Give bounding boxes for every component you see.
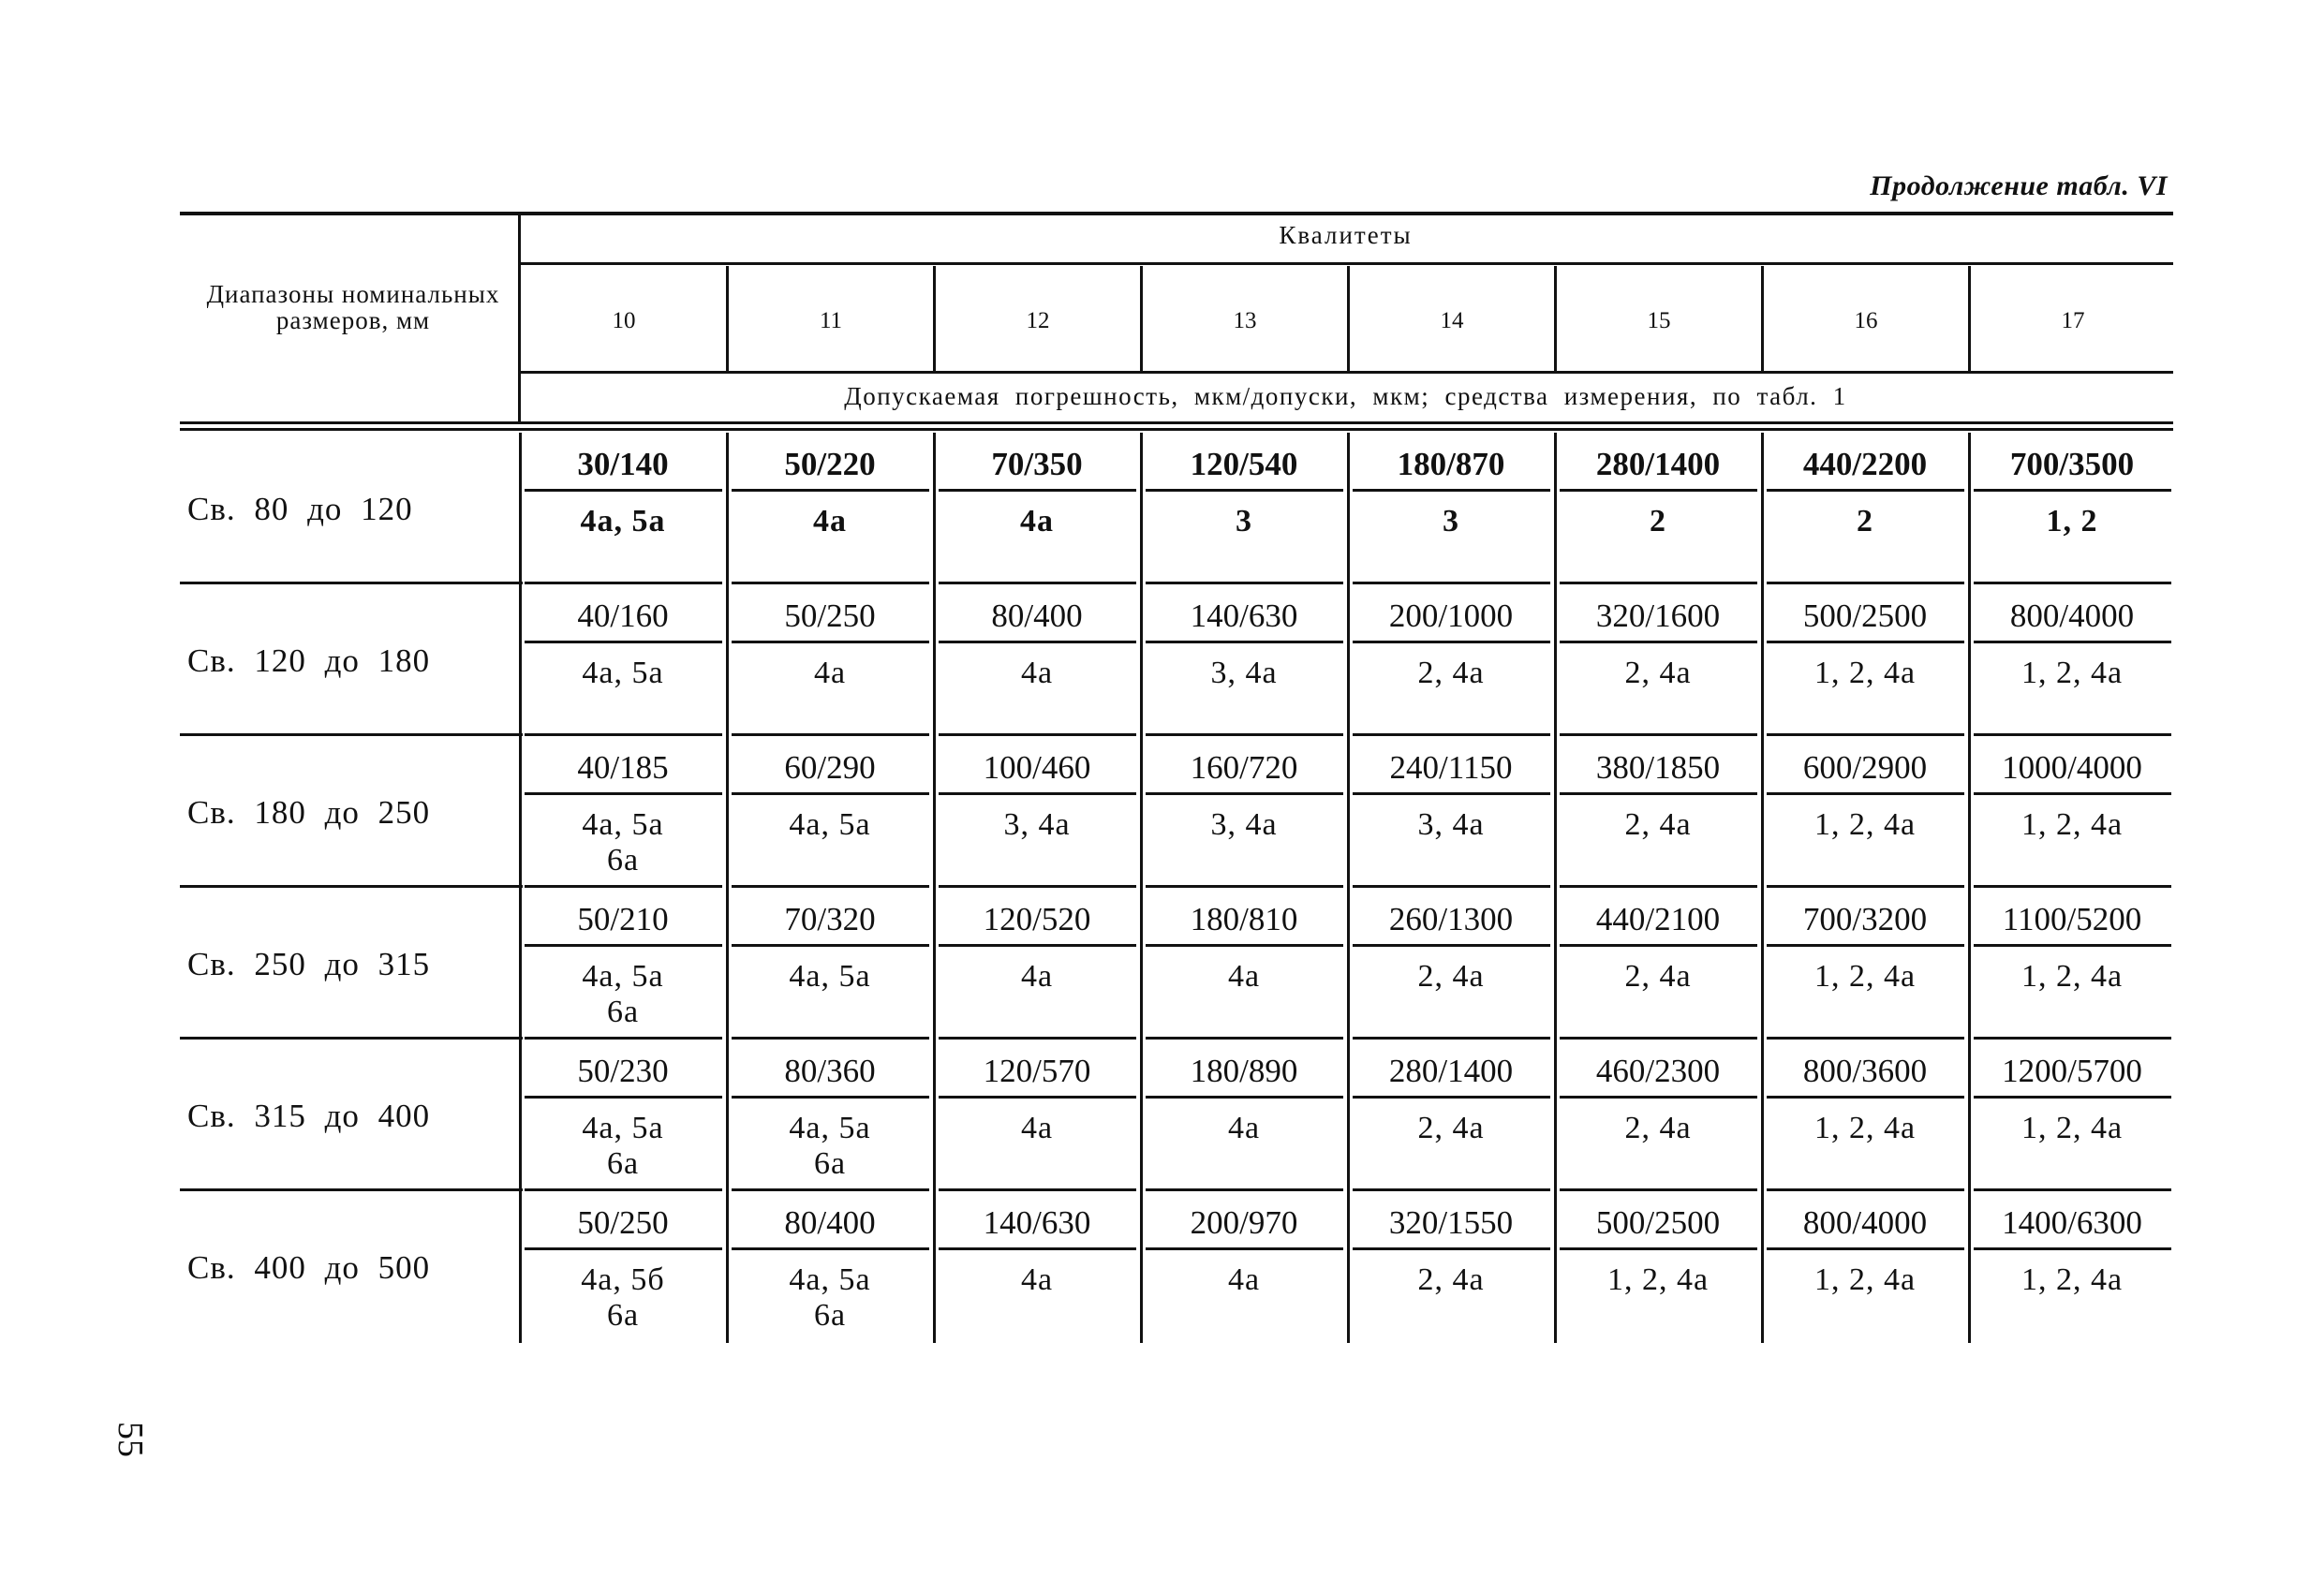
measuring-means-cell: 1, 2, 4а [2021,1111,2124,1145]
tolerance-cell: 40/160 [577,597,669,634]
cell-divider [933,584,936,736]
cell-divider [1347,433,1350,584]
cell-divider [1347,888,1350,1040]
tolerance-cell: 600/2900 [1802,749,1928,786]
cell-rule [1353,489,1550,492]
top-rule [180,212,2173,215]
qualitet-column-header: 16 [1854,308,1878,333]
tolerance-cell: 260/1300 [1388,901,1514,937]
page-number: 55 [111,1422,150,1457]
cell-divider [933,433,936,584]
cell-rule [1767,489,1964,492]
tolerance-cell: 80/360 [784,1053,876,1089]
cell-rule [1353,944,1550,947]
size-range-label: Св. 80 до 120 [187,491,413,527]
measuring-means-cell: 3, 4а [1417,807,1485,842]
cell-rule [525,489,722,492]
measuring-means-cell: 4а, 5а [582,656,664,690]
size-range-label: Св. 120 до 180 [187,642,431,679]
cell-rule [1974,1247,2171,1250]
cell-rule [1560,1037,1757,1040]
cell-rule [1146,944,1343,947]
cell-divider [519,888,522,1040]
measuring-means-cell: 1, 2, 4а [2021,656,2124,690]
measuring-means-cell: 1, 2, 4а [1813,959,1917,994]
cell-rule [1146,792,1343,795]
measuring-means-cell: 2, 4а [1624,959,1692,994]
cell-rule [1146,641,1343,643]
cell-divider [1140,888,1143,1040]
cell-rule [1146,733,1343,736]
cell-rule [1560,1247,1757,1250]
measuring-means-cell: 2, 4а [1417,656,1485,690]
qualitet-column-header: 13 [1233,308,1257,333]
measuring-means-cell: 4а [813,656,847,690]
measuring-means-cell: 1, 2, 4а [1813,1262,1917,1297]
measuring-means-cell: 4а [1020,656,1054,690]
tolerance-cell: 40/185 [577,749,669,786]
cell-rule [525,1188,722,1191]
cell-divider [519,584,522,736]
cell-rule [732,1096,929,1099]
cell-rule [1146,489,1343,492]
cell-rule [732,582,929,584]
cell-divider [1347,1191,1350,1343]
header-column-divider [726,266,729,371]
cell-divider [1347,584,1350,736]
measuring-means-cell: 4а, 5а 6а [582,807,664,878]
tolerance-cell: 240/1150 [1389,749,1513,786]
header-column-divider [1761,266,1764,371]
cell-divider [726,433,729,584]
header-column-divider [1347,266,1350,371]
cell-rule [939,1037,1136,1040]
cell-rule [732,1037,929,1040]
cell-rule [732,885,929,888]
tolerance-cell: 100/460 [983,749,1091,786]
cell-rule [939,733,1136,736]
cell-rule [939,1096,1136,1099]
tolerance-cell: 60/290 [784,749,876,786]
tolerance-cell: 180/890 [1190,1053,1298,1089]
cell-rule [1560,1188,1757,1191]
row-separator [180,582,523,584]
tolerance-cell: 120/520 [983,901,1091,937]
cell-rule [1767,944,1964,947]
cell-rule [1974,733,2171,736]
cell-rule [732,489,929,492]
tolerance-cell: 380/1850 [1595,749,1721,786]
tolerance-cell: 1200/5700 [2002,1053,2142,1089]
cell-rule [1560,885,1757,888]
measuring-means-cell: 2, 4а [1417,1262,1485,1297]
measuring-means-cell: 3 [1236,504,1252,538]
cell-divider [1968,584,1971,736]
cell-divider [933,888,936,1040]
cell-rule [1560,641,1757,643]
cell-rule [939,489,1136,492]
tolerance-cell: 70/320 [784,901,876,937]
measuring-means-cell: 2 [1650,504,1666,538]
cell-divider [726,888,729,1040]
qualitet-rule [521,262,2173,265]
measuring-means-cell: 4а [1227,1111,1261,1145]
cell-rule [1353,1188,1550,1191]
tolerance-cell: 200/1000 [1388,597,1514,634]
cell-rule [732,1188,929,1191]
cell-rule [1974,1188,2171,1191]
cell-rule [732,733,929,736]
cell-rule [1974,582,2171,584]
cell-rule [1146,582,1343,584]
cell-rule [525,792,722,795]
measuring-means-cell: 1, 2, 4а [1813,807,1917,842]
cell-divider [1554,1191,1557,1343]
cell-divider [1554,888,1557,1040]
cell-divider [1968,888,1971,1040]
cell-rule [939,792,1136,795]
measuring-means-cell: 1, 2, 4а [1813,656,1917,690]
row-separator [180,1188,523,1191]
measuring-means-cell: 1, 2, 4а [2021,1262,2124,1297]
cell-rule [1353,733,1550,736]
measuring-means-cell: 4а, 5а 6а [582,1111,664,1181]
cell-rule [939,1188,1136,1191]
cell-divider [1140,433,1143,584]
cell-divider [1761,888,1764,1040]
header-column-divider [933,266,936,371]
measuring-means-cell: 1, 2 [2046,504,2098,538]
tolerance-cell: 800/4000 [1802,1204,1928,1241]
header-column-divider [1968,266,1971,371]
cell-rule [525,733,722,736]
cell-rule [1353,1096,1550,1099]
cell-rule [525,1247,722,1250]
cell-divider [1140,584,1143,736]
cell-divider [933,736,936,888]
tolerance-cell: 50/220 [784,446,876,482]
header-column-divider [1140,266,1143,371]
cell-rule [525,582,722,584]
cell-divider [519,736,522,888]
tolerance-cell: 160/720 [1190,749,1298,786]
measuring-means-cell: 2, 4а [1624,807,1692,842]
measuring-means-cell: 4а, 5а 6а [789,1262,871,1333]
measuring-means-cell: 4а, 5а 6а [582,959,664,1029]
cell-rule [1560,1096,1757,1099]
cell-rule [1767,733,1964,736]
tolerance-cell: 500/2500 [1595,1204,1721,1241]
cell-rule [525,944,722,947]
qualitet-column-header: 17 [2061,308,2085,333]
tolerance-cell: 140/630 [983,1204,1091,1241]
cell-rule [939,885,1136,888]
tolerance-cell: 280/1400 [1595,446,1721,482]
measuring-means-cell: 3, 4а [1210,807,1278,842]
error-tolerance-header: Допускаемая погрешность, мкм/допуски, мкм; средства измерения, по табл. 1 [844,382,1847,410]
measuring-means-cell: 1, 2, 4а [2021,959,2124,994]
tolerance-cell: 80/400 [784,1204,876,1241]
measuring-means-cell: 2, 4а [1417,1111,1485,1145]
tolerance-cell: 1400/6300 [2002,1204,2142,1241]
tolerance-cell: 320/1600 [1595,597,1721,634]
tolerance-cell: 700/3200 [1802,901,1928,937]
cell-rule [939,944,1136,947]
cell-rule [1353,1037,1550,1040]
cell-rule [1767,885,1964,888]
tolerance-cell: 460/2300 [1595,1053,1721,1089]
cell-divider [933,1040,936,1191]
measuring-means-cell: 4а [1020,1262,1054,1297]
cell-divider [726,1191,729,1343]
cell-divider [1140,1191,1143,1343]
cell-rule [732,944,929,947]
measuring-means-cell: 4а, 5б 6а [581,1262,665,1333]
tolerance-cell: 500/2500 [1802,597,1928,634]
tolerance-cell: 440/2200 [1802,446,1928,482]
tolerance-cell: 1100/5200 [2002,901,2142,937]
tolerance-cell: 80/400 [991,597,1083,634]
tolerance-cell: 320/1550 [1388,1204,1514,1241]
cell-divider [726,584,729,736]
measuring-means-cell: 4а [1020,504,1054,538]
cell-rule [1146,1096,1343,1099]
cell-divider [1968,1191,1971,1343]
tolerance-cell: 120/570 [983,1053,1091,1089]
cell-rule [1974,641,2171,643]
cell-divider [1554,584,1557,736]
measuring-means-cell: 4а [1227,959,1261,994]
qualitet-header: Квалитеты [1279,221,1413,249]
tolerance-cell: 800/3600 [1802,1053,1928,1089]
size-range-label: Св. 180 до 250 [187,794,431,831]
cell-rule [1767,792,1964,795]
cell-rule [1560,792,1757,795]
cell-rule [939,641,1136,643]
cell-divider [1761,584,1764,736]
cell-rule [732,792,929,795]
cell-rule [1146,1247,1343,1250]
cell-divider [1347,736,1350,888]
tolerance-cell: 180/870 [1397,446,1505,482]
cell-divider [1968,736,1971,888]
cell-rule [1974,1037,2171,1040]
cell-rule [1767,1188,1964,1191]
measuring-means-cell: 4а, 5а [789,959,871,994]
cell-divider [1140,736,1143,888]
measuring-means-cell: 4а [813,504,847,538]
cell-rule [732,1247,929,1250]
row-separator [180,733,523,736]
row-separator [180,885,523,888]
measuring-means-cell: 3, 4а [1210,656,1278,690]
tolerance-cell: 1000/4000 [2002,749,2142,786]
header-bottom-rule [180,421,2173,424]
measuring-means-cell: 3 [1443,504,1459,538]
cell-rule [732,641,929,643]
tolerance-cell: 440/2100 [1595,901,1721,937]
tolerance-cell: 50/250 [784,597,876,634]
cell-rule [939,582,1136,584]
cell-rule [525,1096,722,1099]
measuring-means-cell: 3, 4а [1003,807,1071,842]
cell-rule [1974,885,2171,888]
columns-rule [521,371,2173,374]
header-bottom-rule-2 [180,428,2173,431]
cell-divider [1554,1040,1557,1191]
cell-divider [1761,1040,1764,1191]
tolerance-cell: 280/1400 [1388,1053,1514,1089]
cell-divider [519,1191,522,1343]
cell-rule [1353,1247,1550,1250]
tolerance-cell: 50/250 [577,1204,669,1241]
qualitet-column-header: 14 [1440,308,1464,333]
cell-divider [1968,433,1971,584]
cell-rule [1767,1037,1964,1040]
cell-rule [1560,944,1757,947]
measuring-means-cell: 2 [1857,504,1873,538]
qualitet-column-header: 11 [819,308,843,333]
cell-divider [1761,1191,1764,1343]
cell-rule [525,1037,722,1040]
size-range-label: Св. 400 до 500 [187,1249,431,1286]
tolerance-cell: 50/210 [577,901,669,937]
cell-rule [1767,1096,1964,1099]
measuring-means-cell: 4а, 5а [789,807,871,842]
cell-rule [1974,944,2171,947]
tolerance-cell: 70/350 [991,446,1083,482]
cell-divider [1968,1040,1971,1191]
measuring-means-cell: 1, 2, 4а [2021,807,2124,842]
measuring-means-cell: 4а [1227,1262,1261,1297]
tolerance-cell: 140/630 [1190,597,1298,634]
tolerance-cell: 30/140 [577,446,669,482]
tolerance-cell: 180/810 [1190,901,1298,937]
measuring-means-cell: 4а [1020,959,1054,994]
cell-rule [1353,792,1550,795]
cell-rule [1560,733,1757,736]
cell-rule [1353,582,1550,584]
cell-rule [1767,582,1964,584]
measuring-means-cell: 2, 4а [1624,656,1692,690]
cell-divider [726,736,729,888]
cell-rule [1767,641,1964,643]
header-column-divider [1554,266,1557,371]
cell-rule [1146,1037,1343,1040]
cell-divider [933,1191,936,1343]
qualitet-column-header: 15 [1647,308,1671,333]
cell-rule [525,641,722,643]
measuring-means-cell: 1, 2, 4а [1606,1262,1710,1297]
measuring-means-cell: 4а, 5а [580,504,666,538]
table-caption: Продолжение табл. VI [1870,170,2168,201]
cell-rule [1974,792,2171,795]
cell-rule [1560,489,1757,492]
cell-divider [1140,1040,1143,1191]
tolerance-cell: 700/3500 [2009,446,2135,482]
cell-rule [1974,489,2171,492]
cell-divider [1347,1040,1350,1191]
size-range-header: Диапазоны номинальных размеров, мм [206,280,500,334]
cell-rule [525,885,722,888]
measuring-means-cell: 4а, 5а 6а [789,1111,871,1181]
qualitet-column-header: 10 [612,308,636,333]
cell-divider [726,1040,729,1191]
cell-rule [1974,1096,2171,1099]
measuring-means-cell: 2, 4а [1624,1111,1692,1145]
cell-rule [1353,641,1550,643]
size-range-label: Св. 250 до 315 [187,946,431,982]
cell-divider [1554,433,1557,584]
qualitet-column-header: 12 [1026,308,1050,333]
cell-rule [939,1247,1136,1250]
measuring-means-cell: 4а [1020,1111,1054,1145]
cell-divider [1761,433,1764,584]
tolerance-cell: 120/540 [1190,446,1298,482]
cell-rule [1767,1247,1964,1250]
cell-rule [1560,582,1757,584]
cell-divider [519,433,522,584]
cell-rule [1146,1188,1343,1191]
row-separator [180,1037,523,1040]
tolerance-cell: 800/4000 [2009,597,2135,634]
measuring-means-cell: 2, 4а [1417,959,1485,994]
measuring-means-cell: 1, 2, 4а [1813,1111,1917,1145]
cell-divider [1761,736,1764,888]
size-range-label: Св. 315 до 400 [187,1098,431,1134]
cell-rule [1146,885,1343,888]
tolerance-cell: 50/230 [577,1053,669,1089]
cell-divider [519,1040,522,1191]
cell-rule [1353,885,1550,888]
cell-divider [1554,736,1557,888]
tolerance-cell: 200/970 [1190,1204,1298,1241]
